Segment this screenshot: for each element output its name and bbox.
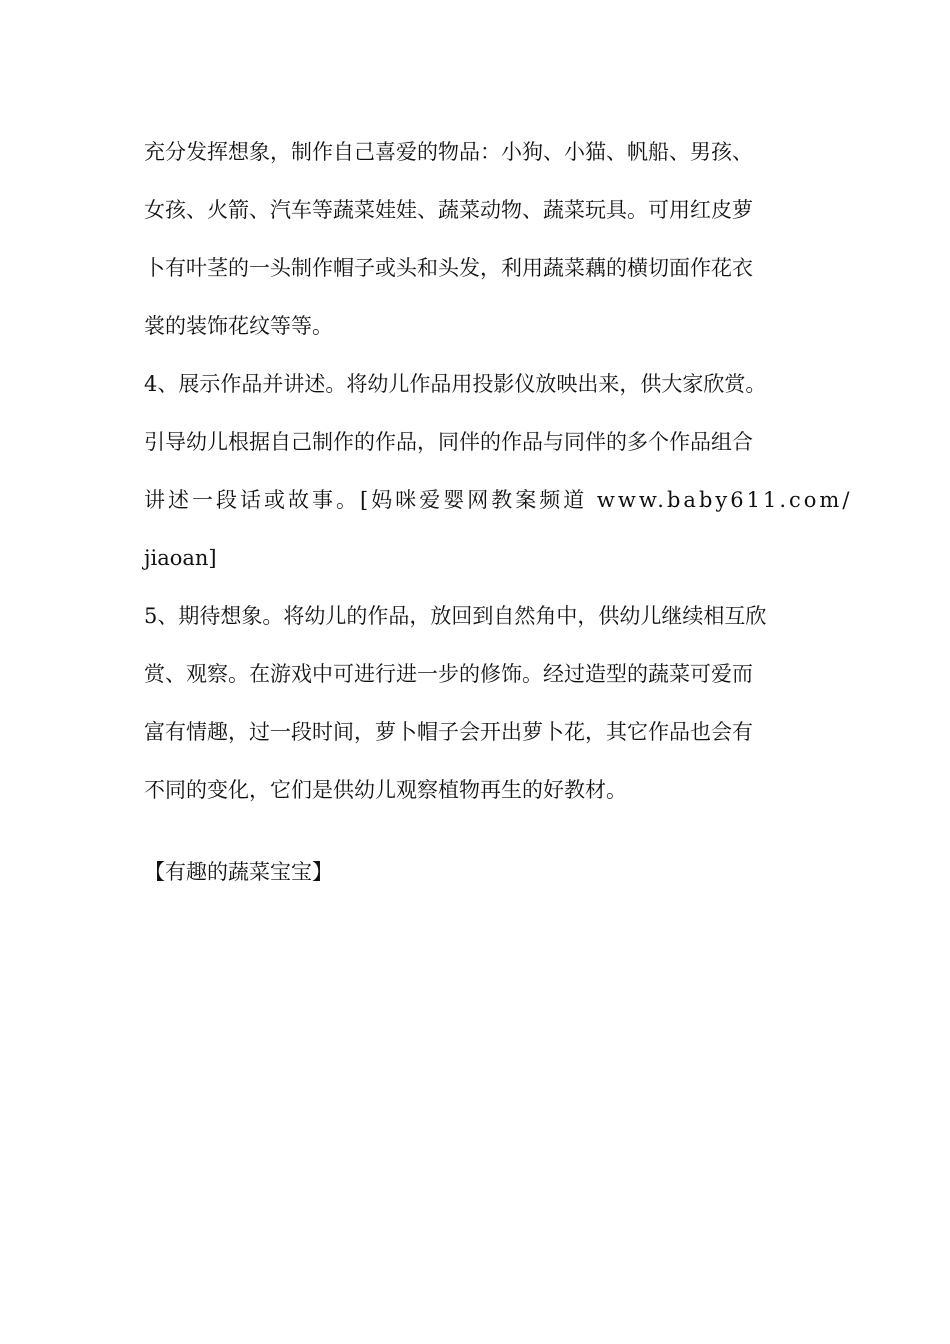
text-line: 5、期待想象。将幼儿的作品，放回到自然角中，供幼儿继续相互欣	[144, 604, 767, 628]
section-heading: 【有趣的蔬菜宝宝】	[144, 860, 333, 884]
text-line: 引导幼儿根据自己制作的作品，同伴的作品与同伴的多个作品组合	[144, 430, 753, 454]
paragraph-step-4	[144, 364, 853, 596]
paragraph-making-toys	[144, 132, 808, 364]
text-line: jiaoan]	[144, 546, 217, 570]
text-line: 富有情趣，过一段时间，萝卜帽子会开出萝卜花，其它作品也会有	[144, 720, 753, 744]
text-line: 卜有叶茎的一头制作帽子或头和头发，利用蔬菜藕的横切面作花衣	[144, 256, 753, 280]
document-body	[144, 132, 853, 828]
text-line: 讲述一段话或故事。[妈咪爱婴网教案频道 www.baby611.com/	[144, 488, 853, 512]
text-line: 不同的变化，它们是供幼儿观察植物再生的好教材。	[144, 778, 627, 802]
text-line: 4、展示作品并讲述。将幼儿作品用投影仪放映出来，供大家欣赏。	[144, 372, 767, 396]
text-line: 充分发挥想象，制作自己喜爱的物品：小狗、小猫、帆船、男孩、	[144, 140, 753, 164]
text-line: 赏、观察。在游戏中可进行进一步的修饰。经过造型的蔬菜可爱而	[144, 662, 753, 686]
paragraph-step-5	[144, 596, 808, 828]
text-line: 女孩、火箭、汽车等蔬菜娃娃、蔬菜动物、蔬菜玩具。可用红皮萝	[144, 198, 753, 222]
text-line: 裳的装饰花纹等等。	[144, 314, 333, 338]
